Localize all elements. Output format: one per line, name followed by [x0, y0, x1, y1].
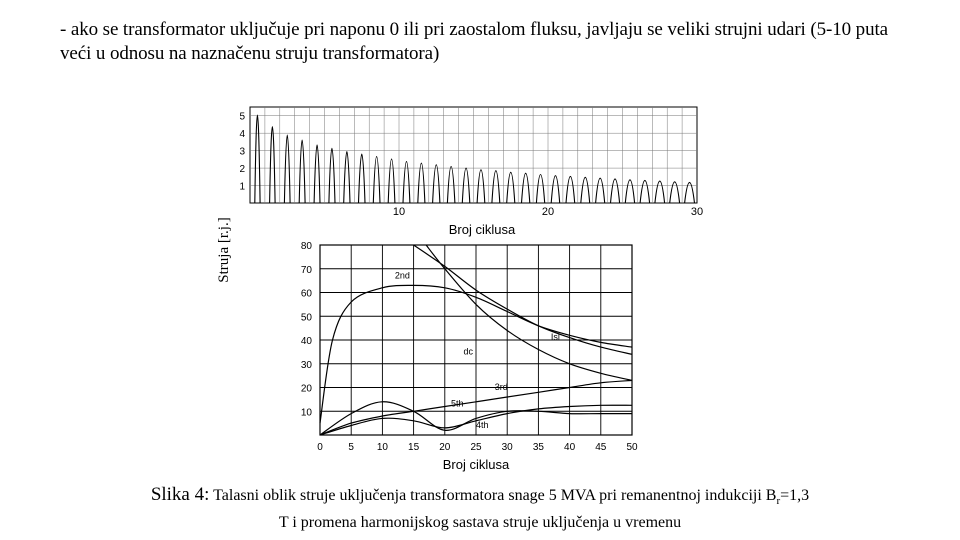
chart1-y-tick-label: 4 — [239, 129, 245, 141]
chart1-y-tick-label: 3 — [239, 146, 245, 158]
chart2-y-tick-label: 80 — [300, 241, 312, 252]
figure-caption — [0, 484, 960, 534]
chart1-waveform — [255, 115, 695, 203]
chart2-y-ticks — [301, 241, 313, 418]
chart2-x-tick-label: 40 — [564, 442, 576, 453]
chart2-x-axis-label: Broj ciklusa — [442, 457, 510, 472]
chart2-series-label: 3rd — [494, 381, 508, 392]
caption-text-b: =1,3 — [780, 487, 810, 504]
chart2-y-tick-label: 10 — [300, 407, 312, 419]
chart2-x-tick-label: 50 — [626, 442, 638, 453]
chart1-y-axis-label: Struja [r.j.] — [216, 217, 232, 283]
caption-subscript: r — [776, 495, 781, 508]
chart2-y-tick-label: 30 — [300, 359, 312, 371]
caption-label: Slika 4: — [150, 484, 210, 505]
chart2-x-ticks — [317, 442, 638, 453]
chart1-grid — [250, 107, 697, 203]
chart2-x-tick-label: 20 — [439, 442, 451, 453]
chart1-waveform-line — [255, 115, 695, 203]
chart1-y-tick-label: 2 — [239, 164, 245, 176]
chart2-x-tick-label: 0 — [317, 442, 323, 453]
chart1-x-tick-label: 20 — [541, 206, 555, 218]
chart1-y-ticks — [239, 112, 245, 193]
caption-text-a: Talasni oblik struje uključenja transformatora snage 5 MVA pri remanentnoj indukciji B — [209, 487, 777, 504]
chart2-x-tick-label: 25 — [470, 442, 482, 453]
chart1-x-axis-label: Broj ciklusa — [448, 222, 516, 237]
chart2-series-label: 2nd — [394, 270, 410, 281]
caption-line2: T i promena harmonijskog sastava struje uključenja u vremenu — [278, 514, 682, 532]
chart2-x-tick-label: 35 — [532, 442, 544, 453]
chart2-series-labels — [395, 270, 560, 430]
chart2-y-tick-label: 60 — [300, 288, 312, 300]
chart2-x-tick-label: 10 — [376, 442, 388, 453]
chart2-x-tick-label: 15 — [408, 442, 420, 453]
chart2-series-label: dc — [463, 346, 474, 357]
chart2-y-tick-label: 40 — [300, 336, 312, 347]
harmonics-chart — [0, 235, 960, 480]
chart2-series-label: Isl — [550, 332, 560, 342]
slide-heading: - ako se transformator uključuje pri naponu 0 ili pri zaostalom fluksu, javljaju se veliki strujni udari (5-10 puta veći u odnosu na naznačenu struju transformatora) — [60, 19, 888, 64]
chart2-x-tick-label: 45 — [595, 442, 607, 453]
chart2-y-tick-label: 50 — [300, 312, 312, 324]
chart1-x-tick-label: 10 — [392, 206, 406, 218]
chart2-series-label: 5th — [451, 398, 464, 409]
chart2-y-tick-label: 70 — [300, 264, 312, 276]
chart2-series-isl-line — [414, 245, 632, 357]
chart1-x-tick-label: 30 — [690, 206, 704, 218]
chart1-y-tick-label: 1 — [239, 181, 245, 193]
chart2-x-tick-label: 30 — [501, 442, 513, 453]
chart1-y-tick-label: 5 — [239, 111, 245, 123]
chart2-x-tick-label: 5 — [348, 442, 354, 453]
chart2-y-tick-label: 20 — [300, 383, 312, 395]
chart1-x-ticks — [393, 206, 703, 218]
chart2-series-label: 4th — [476, 419, 489, 430]
chart2-grid — [320, 245, 632, 435]
